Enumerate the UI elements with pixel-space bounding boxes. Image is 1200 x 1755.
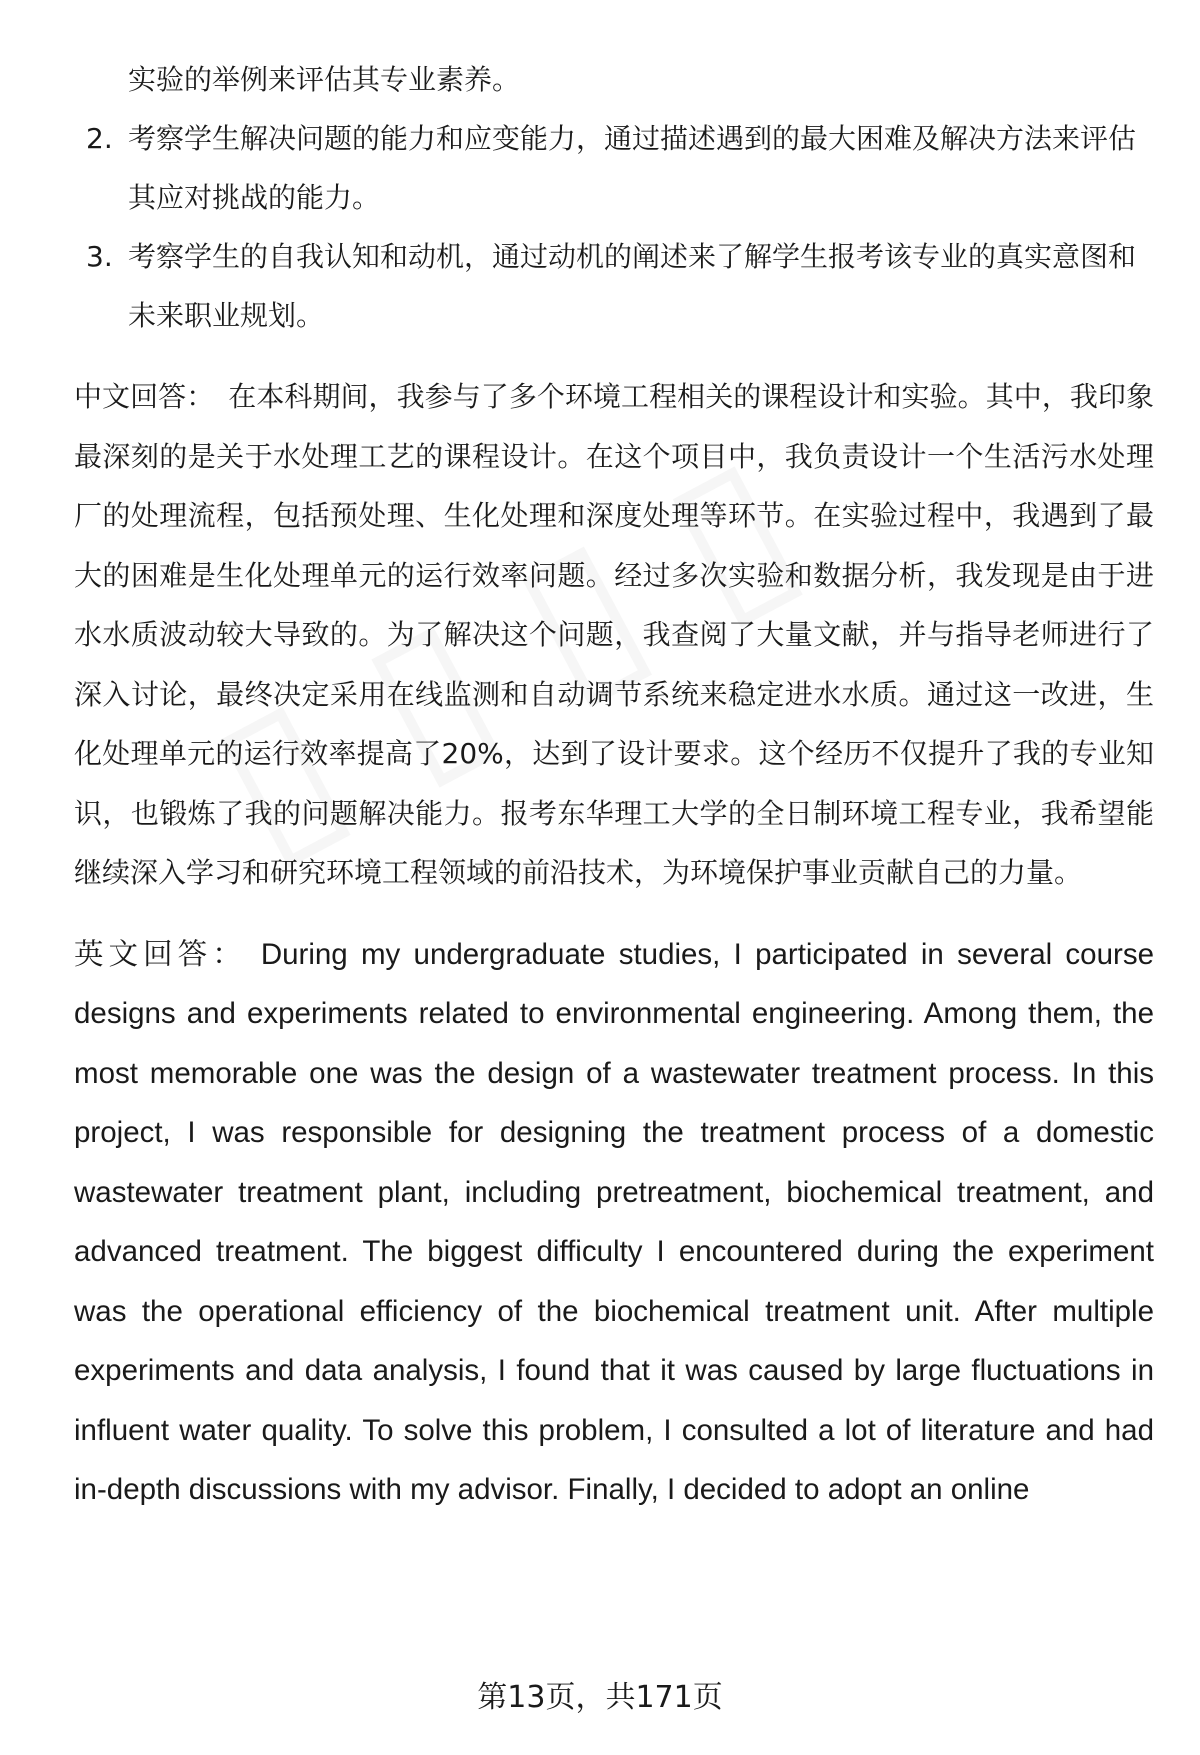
list-item-text: 实验的举例来评估其专业素养。 xyxy=(128,63,521,96)
english-answer-paragraph xyxy=(74,925,1154,1520)
page-indicator: 第13页，共171页 xyxy=(477,1680,723,1715)
chinese-answer-text: 在本科期间，我参与了多个环境工程相关的课程设计和实验。其中，我印象最深刻的是关于水处理工艺的课程设计。在这个项目中，我负责设计一个生活污水处理厂的处理流程，包括预处理、生化处理和深度处理等环节。在实验过程中，我遇到了最大的困难是生化处理单元的运行效率问题。经过多次实验和数据分析，我发现是由于进水水质波动较大导致的。为了解决这个问题，我查阅了大量文献，并与指导老师进行了深入讨论，最终决定采用在线监测和自动调节系统来稳定进水水质。通过这一改进，生化处理单元的运行效率提高了20%，达到了设计要求。这个经历不仅提升了我的专业知识，也锻炼了我的问题解决能力。报考东华理工大学的全日制环境工程专业，我希望能继续深入学习和研究环境工程领域的前沿技术，为环境保护事业贡献自己的力量。 xyxy=(74,380,1154,889)
list-item xyxy=(74,227,1154,345)
evaluation-list xyxy=(74,50,1154,345)
list-item-number: 3. xyxy=(86,240,113,273)
list-item xyxy=(74,109,1154,227)
english-answer-label: 英文回答： xyxy=(74,937,247,971)
page-footer xyxy=(0,1672,1200,1716)
list-item-text: 考察学生解决问题的能力和应变能力，通过描述遇到的最大困难及解决方法来评估其应对挑战的能力。 xyxy=(128,122,1137,214)
english-answer-text: During my undergraduate studies, I participated in several course designs and experiments related to environmental engineering. Among them, the most memorable one was the design of a wastewater treatment process. In this project, I was responsible for designing the treatment process of a domestic wastewater treatment plant, including pretreatment, biochemical treatment, and advanced treatment. The biggest difficulty I encountered during the experiment was the operational efficiency of the biochemical treatment unit. After multiple experiments and data analysis, I found that it was caused by large fluctuations in influent water quality. To solve this problem, I consulted a lot of literature and had in-depth discussions with my advisor. Finally, I decided to adopt an online xyxy=(74,937,1154,1506)
list-item-number: 2. xyxy=(86,122,113,155)
page-content xyxy=(74,50,1154,1520)
chinese-answer-paragraph xyxy=(74,367,1154,903)
list-item-text: 考察学生的自我认知和动机，通过动机的阐述来了解学生报考该专业的真实意图和未来职业规划。 xyxy=(128,240,1137,332)
list-item-continuation xyxy=(74,50,1154,109)
chinese-answer-label: 中文回答： xyxy=(74,380,215,413)
